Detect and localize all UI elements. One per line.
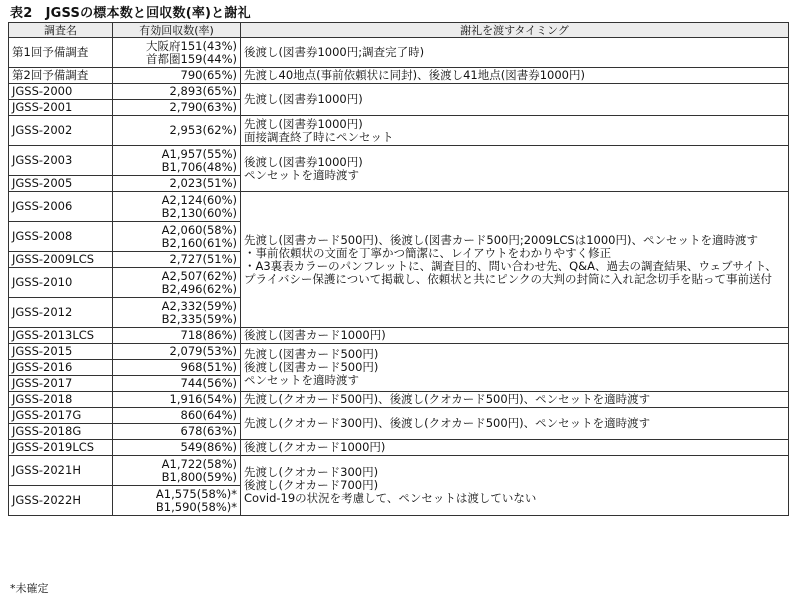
response-count: 718(86%) xyxy=(113,328,241,344)
reward-timing: 後渡し(図書カード1000円) xyxy=(241,328,789,344)
response-count: 860(64%) xyxy=(113,408,241,424)
response-count: A2,124(60%) B2,130(60%) xyxy=(113,192,241,222)
table-row xyxy=(9,392,789,408)
response-count: 2,023(51%) xyxy=(113,176,241,192)
survey-name: JGSS-2021H xyxy=(9,456,113,486)
survey-name: JGSS-2022H xyxy=(9,486,113,516)
table-title: 表2 JGSSの標本数と回収数(率)と謝礼 xyxy=(10,6,251,21)
response-count: 2,727(51%) xyxy=(113,252,241,268)
table-row xyxy=(9,38,789,68)
survey-name: JGSS-2018G xyxy=(9,424,113,440)
response-count: 678(63%) xyxy=(113,424,241,440)
reward-timing: 先渡し(図書カード500円)、後渡し(図書カード500円;2009LCSは1000円)、ペンセットを適時渡す ・事前依頼状の文面を丁寧かつ簡潔に、レイアウトをわかりやすく修正 ・A3裏表カラーのパンフレットに、調査目的、問い合わせ先、Q&A、過去の調査結果、ウェブサイト、プライバシー保護について掲載し、依頼状と共にピンクの大判の封筒に入れ記念切手を貼って事前送付 xyxy=(241,192,789,328)
reward-timing: 後渡し(図書券1000円) ペンセットを適時渡す xyxy=(241,146,789,192)
response-count: 790(65%) xyxy=(113,68,241,84)
survey-name: JGSS-2013LCS xyxy=(9,328,113,344)
survey-name: JGSS-2017G xyxy=(9,408,113,424)
reward-timing: 先渡し(クオカード500円)、後渡し(クオカード500円)、ペンセットを適時渡す xyxy=(241,392,789,408)
survey-name: JGSS-2006 xyxy=(9,192,113,222)
survey-name: JGSS-2003 xyxy=(9,146,113,176)
reward-timing: 先渡し40地点(事前依頼状に同封)、後渡し41地点(図書券1000円) xyxy=(241,68,789,84)
table-row xyxy=(9,146,789,176)
survey-name: JGSS-2002 xyxy=(9,116,113,146)
table-row xyxy=(9,84,789,100)
response-count: 大阪府151(43%) 首都圏159(44%) xyxy=(113,38,241,68)
header-survey-name: 調査名 xyxy=(9,23,113,38)
survey-name: JGSS-2017 xyxy=(9,376,113,392)
table-row xyxy=(9,192,789,222)
response-count: 2,790(63%) xyxy=(113,100,241,116)
response-count: A1,722(58%) B1,800(59%) xyxy=(113,456,241,486)
table-row xyxy=(9,328,789,344)
response-count: 2,953(62%) xyxy=(113,116,241,146)
reward-timing: 先渡し(クオカード300円)、後渡し(クオカード500円)、ペンセットを適時渡す xyxy=(241,408,789,440)
table-row xyxy=(9,68,789,84)
response-count: A1,575(58%)* B1,590(58%)* xyxy=(113,486,241,516)
footnote: *未確定 xyxy=(10,582,49,595)
header-response-count: 有効回収数(率) xyxy=(113,23,241,38)
reward-timing: 後渡し(クオカード1000円) xyxy=(241,440,789,456)
survey-name: JGSS-2010 xyxy=(9,268,113,298)
table-row xyxy=(9,116,789,146)
table-row xyxy=(9,344,789,360)
survey-name: JGSS-2001 xyxy=(9,100,113,116)
reward-timing: 先渡し(図書券1000円) xyxy=(241,84,789,116)
response-count: A1,957(55%) B1,706(48%) xyxy=(113,146,241,176)
table-row xyxy=(9,440,789,456)
survey-name: 第2回予備調査 xyxy=(9,68,113,84)
survey-name: JGSS-2019LCS xyxy=(9,440,113,456)
reward-timing: 後渡し(図書券1000円;調査完了時) xyxy=(241,38,789,68)
response-count: 549(86%) xyxy=(113,440,241,456)
reward-timing: 先渡し(図書券1000円) 面接調査終了時にペンセット xyxy=(241,116,789,146)
survey-name: JGSS-2016 xyxy=(9,360,113,376)
header-reward-timing: 謝礼を渡すタイミング xyxy=(241,23,789,38)
survey-name: JGSS-2018 xyxy=(9,392,113,408)
survey-name: JGSS-2000 xyxy=(9,84,113,100)
survey-name: 第1回予備調査 xyxy=(9,38,113,68)
response-count: 744(56%) xyxy=(113,376,241,392)
survey-name: JGSS-2012 xyxy=(9,298,113,328)
header-row xyxy=(9,23,789,38)
response-count: 968(51%) xyxy=(113,360,241,376)
survey-table xyxy=(8,22,789,516)
response-count: 2,893(65%) xyxy=(113,84,241,100)
reward-timing: 先渡し(図書カード500円) 後渡し(図書カード500円) ペンセットを適時渡す xyxy=(241,344,789,392)
reward-timing: 先渡し(クオカード300円) 後渡し(クオカード700円) Covid-19の状況を考慮して、ペンセットは渡していない xyxy=(241,456,789,516)
survey-name: JGSS-2008 xyxy=(9,222,113,252)
response-count: A2,060(58%) B2,160(61%) xyxy=(113,222,241,252)
response-count: 1,916(54%) xyxy=(113,392,241,408)
survey-name: JGSS-2009LCS xyxy=(9,252,113,268)
table-row xyxy=(9,408,789,424)
response-count: 2,079(53%) xyxy=(113,344,241,360)
survey-name: JGSS-2015 xyxy=(9,344,113,360)
survey-name: JGSS-2005 xyxy=(9,176,113,192)
response-count: A2,332(59%) B2,335(59%) xyxy=(113,298,241,328)
table-row xyxy=(9,456,789,486)
response-count: A2,507(62%) B2,496(62%) xyxy=(113,268,241,298)
